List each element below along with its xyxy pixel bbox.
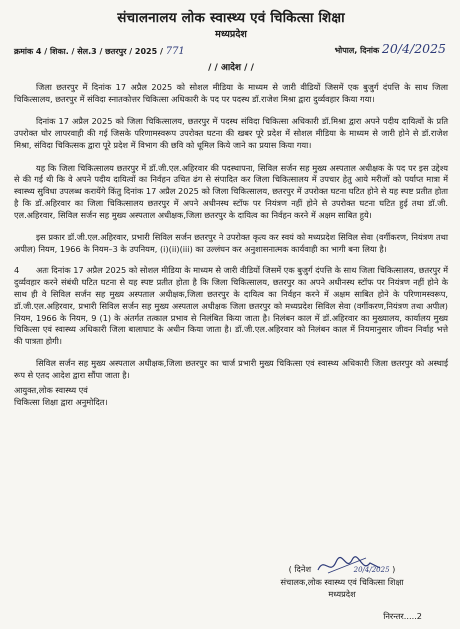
paragraph-3: यह कि जिला चिकित्सालय छतरपुर में डॉ.जी.एल.अहिरवार की पदस्थापना, सिविल सर्जन सह मुख्य अस्पताल अधीक्षक के पद पर इस उद्देश्य से की गई थी कि वे अपने पदीय दायित्वों का निर्वहन उचित ढंग से संपादित कर जिला चिकित्सालय में उपचार हेतु आये मरीजों को पर्याप्त मात्रा में स्वास्थ्य सुविधा उपलब्ध करायेंगे किंतु दिनांक 17 अप्रैल 2025 को जिला चिकित्सालय, छतरपुर में उपरोक्त घटना घटित होने से यह स्पष्ट प्रतीत होता है कि डॉ.अहिरवार का जिला चिकित्सालय छतरपुर में अपने अधीनस्थ स्टॉफ पर नियंत्रण नहीं होने से उपरोक्त घटना घटित हुई तथा डॉ.जी. एल.अहिरवार, सिविल सर्जन सह मुख्य अस्पताल अधीक्षक,जिला छतरपुर के दायित्व का निर्वहन करने में अक्षम साबित हुये। bbox=[14, 162, 448, 221]
paragraph-5-text: अतः दिनांक 17 अप्रैल 2025 को सोशल मीडिया के माध्यम से जारी वीडियों जिसमें एक बुजुर्ग दंपत्ति के साथ जिला चिकित्सालय, छतरपुर में दुर्व्यवहार करने संबंधी घटित घटना से यह स्पष्ट प्रतीत होता है कि जिला चिकित्सालय, छतरपुर का अपने अधीनस्थ स्टॉफ पर नियंत्रण नहीं होने के साथ ही वे सिविल सर्जन सह मुख्य अस्पताल अधीक्षक,जिला छतरपुर के दायित्व का निर्वहन करने में अक्षम साबित होने के परिणामस्वरूप, डॉ.जी.एल.अहिरवार, प्रभारी सिविल सर्जन सह मुख्य अस्पताल अधीक्षक जिला छतरपुर को मध्यप्रदेश सिविल सेवा (वर्गीकरण,नियंत्रण तथा अपील) नियम, 1966 के नियम, 9 (1) के अंतर्गत तत्काल प्रभाव से निलंबित किया जाता है। निलंबन काल में डॉ.अहिरवार का मुख्यालय, कार्यालय मुख्य चिकित्सा एवं स्वास्थ्य अधिकारी जिला बालाघाट के अधीन किया जाता है। डॉ.जी.एल.अहिरवार को निलंबन काल में नियमानुसार जीवन निर्वाह भत्ते की पात्रता होगी। bbox=[14, 264, 448, 347]
order-date bbox=[335, 41, 446, 56]
approval-note bbox=[14, 384, 448, 408]
order-number-printed: क्रमांक 4 / शिका. / सेल.3 / छतरपुर / 2025 / bbox=[14, 47, 163, 56]
signatory-name-open: ( दिनेश bbox=[288, 564, 312, 574]
signature-date-handwritten: 20/4/2025 bbox=[353, 566, 390, 574]
paragraph-number: 4 bbox=[14, 264, 20, 275]
order-number bbox=[14, 46, 185, 57]
continuation-note: निरन्तर.....2 bbox=[383, 611, 422, 621]
signature-scribble-icon bbox=[314, 554, 384, 576]
office-title: संचालनालय लोक स्वास्थ्य एवं चिकित्सा शिक्षा bbox=[117, 10, 345, 26]
approval-line-2: चिकित्सा शिक्षा द्वारा अनुमोदित। bbox=[14, 397, 108, 408]
signatory-name bbox=[252, 563, 432, 576]
signatory-state: मध्यप्रदेश bbox=[328, 589, 356, 599]
signatory-name-close: ) bbox=[392, 564, 396, 574]
date-handwritten: 20/4/2025 bbox=[381, 41, 446, 56]
date-label: भोपाल, दिनांक bbox=[334, 46, 380, 55]
paragraph-6: सिविल सर्जन सह मुख्य अस्पताल अधीक्षक,जिला छतरपुर का चार्ज प्रभारी मुख्य चिकित्सा एवं स्वास्थ्य अधिकारी जिला छतरपुर को अस्थाई रूप से एतद आदेश द्वारा सौंपा जाता है। bbox=[14, 358, 448, 381]
paragraph-4: इस प्रकार डॉ.जी.एल.अहिरवार, प्रभारी सिविल सर्जन छतरपुर ने उपरोक्त कृत्य कर स्वयं को मध्यप्रदेश सिविल सेवा (वर्गीकरण, नियंत्रण तथा अपील) नियम, 1966 के नियम–3 के उपनियम, (i)(ii)(iii) का उल्लंघन कर अनुशासनात्मक कार्यवाही का भागी बना लिया है। bbox=[14, 232, 448, 254]
order-number-handwritten: 771 bbox=[165, 46, 185, 57]
reference-row bbox=[14, 41, 448, 60]
signatory-designation: संचालक,लोक स्वास्थ्य एवं चिकित्सा शिक्षा bbox=[280, 577, 404, 587]
order-heading: / / आदेश / / bbox=[208, 63, 254, 73]
paragraph-1: जिला छतरपुर में दिनांक 17 अप्रैल 2025 को सोशल मीडिया के माध्यम से जारी वीडियों जिसमें एक बुजुर्ग दंपत्ति के साथ जिला चिकित्सालय, छतरपुर में संविदा स्नातकोत्तर चिकित्सा अधिकारी के पद पर पदस्थ डॉ.राजेश मिश्रा द्वारा दुर्व्यवहार किया गया। bbox=[14, 82, 448, 104]
office-state: मध्यप्रदेश bbox=[215, 29, 247, 40]
paragraph-2: दिनांक 17 अप्रैल 2025 को जिला चिकित्सालय, छतरपुर में पदस्थ संविदा चिकित्सा अधिकारी डॉ.मिश्रा द्वारा अपने पदीय दायित्वों के प्रति उपरोक्त घोर लापरवाही की गई जिसके परिणामस्वरूप उपरोक्त घटना की खबर पूरे प्रदेश में सोशल मीडिया के माध्यम से जारी होने से डॉ.राजेश मिश्रा, संविदा चिकित्सक द्वारा पूरे प्रदेश में विभाग की छवि को धूमिल किये जाने का प्रयास किया गया। bbox=[14, 115, 448, 150]
letterhead bbox=[14, 8, 448, 40]
signature-block bbox=[252, 563, 432, 600]
paragraph-5 bbox=[14, 265, 448, 348]
approval-line-1: आयुक्त,लोक स्वास्थ्य एवं bbox=[14, 385, 88, 396]
